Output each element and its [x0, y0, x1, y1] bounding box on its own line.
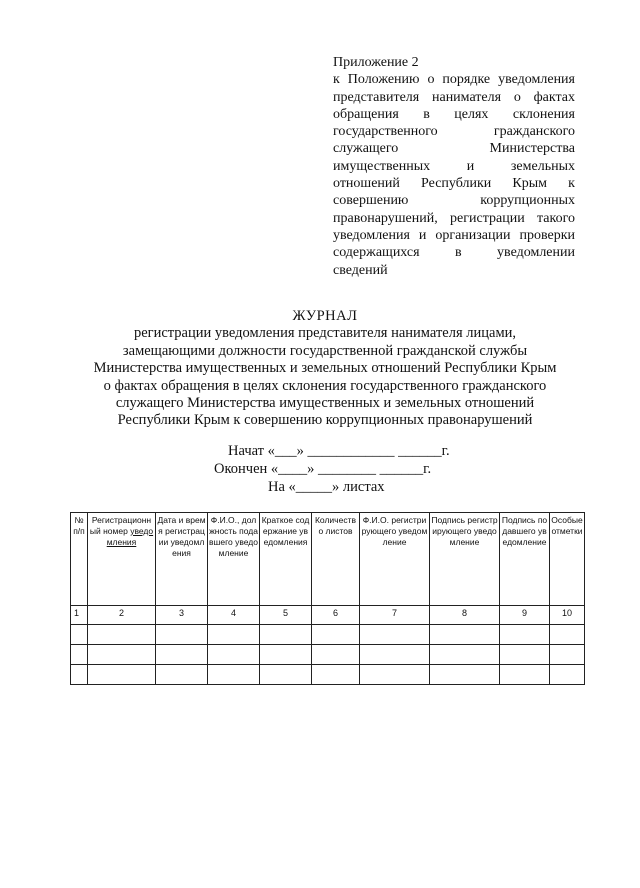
appendix-line: сведений: [333, 262, 388, 278]
header-cell: [88, 513, 156, 606]
table-cell: [312, 625, 360, 645]
header-cell: Ф.И.О., должность подавшего уведомление: [208, 513, 260, 606]
table-cell: [500, 625, 550, 645]
table-cell: [71, 645, 88, 665]
appendix-line: правонарушений, регистрации такого: [333, 210, 575, 226]
table-cell: [550, 645, 585, 665]
appendix-line: обращения в целях склонения: [333, 106, 575, 122]
header-cell: Дата и время регистрации уведомления: [156, 513, 208, 606]
table-cell: [260, 665, 312, 685]
table-cell: [360, 645, 430, 665]
table-cell: [430, 645, 500, 665]
table-cell: [88, 665, 156, 685]
journal-title: ЖУРНАЛ: [292, 308, 358, 324]
appendix-line: служащего Министерства: [333, 141, 575, 157]
table-cell: [156, 665, 208, 685]
finished-date: Окончен «____» ________ ______г.: [214, 461, 432, 477]
journal-subtitle-line: Министерства имущественных и земельных отношений Республики Крым: [93, 360, 557, 377]
header-cell: Особые отметки: [550, 513, 585, 606]
appendix-line: уведомления и организации проверки: [333, 227, 575, 243]
number-cell: 8: [430, 606, 500, 625]
number-cell: 7: [360, 606, 430, 625]
table-cell: [500, 665, 550, 685]
table-cell: [208, 665, 260, 685]
appendix-line: Приложение 2: [333, 55, 419, 70]
journal-subtitle-line: замещающими должности государственной гражданской службы: [122, 342, 528, 359]
journal-title-block: [60, 308, 590, 430]
table-number-row: [71, 606, 585, 625]
number-cell: 2: [88, 606, 156, 625]
number-cell: 3: [156, 606, 208, 625]
table-cell: [208, 625, 260, 645]
table-cell: [360, 665, 430, 685]
appendix-line: содержащихся в уведомлении: [333, 245, 575, 261]
appendix-line: к Положению о порядке уведомления: [333, 72, 575, 88]
journal-subtitle-line: о фактах обращения в целях склонения государственного гражданского: [103, 377, 547, 394]
table-cell: [430, 665, 500, 685]
table-header-row: [71, 513, 585, 606]
header-cell: Ф.И.О. регистрирующего уведомление: [360, 513, 430, 606]
journal-table: [70, 512, 585, 685]
started-date: Начат «___» ____________ ______г.: [228, 443, 450, 459]
header-cell-underlined: уведомления: [106, 526, 154, 547]
table-cell: [430, 625, 500, 645]
table-cell: [88, 625, 156, 645]
appendix-line: представителя нанимателя о фактах: [333, 89, 575, 105]
appendix-line: государственного гражданского: [333, 124, 575, 140]
table-cell: [550, 625, 585, 645]
table-cell: [312, 645, 360, 665]
appendix-line: имущественных и земельных: [333, 158, 575, 174]
table-cell: [88, 645, 156, 665]
journal-subtitle-line: регистрации уведомления представителя нанимателя лицами,: [133, 325, 517, 342]
appendix-line: совершению коррупционных: [333, 193, 575, 209]
header-cell: Подпись регистрирующего уведомление: [430, 513, 500, 606]
number-cell: 5: [260, 606, 312, 625]
table-cell: [71, 625, 88, 645]
header-cell: Подпись подавшего уведомление: [500, 513, 550, 606]
table-cell: [156, 625, 208, 645]
journal-subtitle-line: Республики Крым к совершению коррупционных правонарушений: [117, 412, 533, 429]
table-cell: [156, 645, 208, 665]
table-cell: [208, 645, 260, 665]
number-cell: 4: [208, 606, 260, 625]
table-cell: [500, 645, 550, 665]
table-cell: [260, 645, 312, 665]
table-cell: [71, 665, 88, 685]
table-cell: [360, 625, 430, 645]
table-row: [71, 645, 585, 665]
number-cell: 10: [550, 606, 585, 625]
header-cell: Краткое содержание уведомления: [260, 513, 312, 606]
header-cell: № п/п: [71, 513, 88, 606]
appendix-line: отношений Республики Крым к: [333, 176, 575, 192]
table-row: [71, 665, 585, 685]
sheets-count: На «_____» листах: [268, 479, 385, 495]
header-cell: Количество листов: [312, 513, 360, 606]
journal-subtitle-line: служащего Министерства имущественных и земельных отношений: [115, 395, 535, 412]
table-cell: [312, 665, 360, 685]
appendix-note: [333, 54, 575, 279]
header-cell-text: Регистрационный номер: [89, 515, 152, 536]
table-cell: [550, 665, 585, 685]
table-cell: [260, 625, 312, 645]
number-cell: 9: [500, 606, 550, 625]
number-cell: 6: [312, 606, 360, 625]
table-row: [71, 625, 585, 645]
number-cell: 1: [71, 606, 88, 625]
